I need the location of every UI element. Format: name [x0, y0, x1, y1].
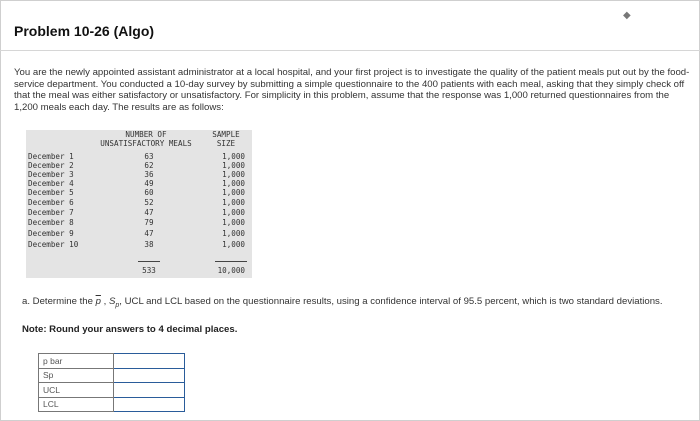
row-size: 1,000 [222, 170, 245, 179]
row-size: 1,000 [222, 198, 245, 207]
total-divider [215, 261, 247, 262]
survey-data-table [26, 130, 252, 278]
total-divider [138, 261, 160, 262]
problem-description-text: You are the newly appointed assistant administrator at a local hospital, and your first project is to investigate the quality of the patient meals put out by the food-service department. You conducted a 10-day survey by submitting a simple questionnaire to the 400 patients with each meal, asking that they simply check off that the meal was either satisfactory or unsatisfactory. For simplicity in this problem, assume that the response was 1,000 returned questionnaires from the 1,200 meals each day. The results are as follows: [14, 67, 690, 113]
answer-table [38, 353, 185, 412]
question-suffix: , UCL and LCL based on the questionnaire results, using a confidence interval of 95.5 percent, which is two standard deviations. [119, 296, 663, 307]
row-count: 79 [144, 218, 154, 227]
row-size: 1,000 [222, 152, 245, 161]
row-count: 49 [144, 179, 154, 188]
table-row [26, 170, 252, 179]
table-row [26, 218, 252, 227]
ucl-input[interactable] [114, 383, 184, 396]
total-size: 10,000 [217, 266, 245, 275]
answer-cell [114, 368, 185, 383]
header-line: SAMPLE [212, 130, 240, 139]
answer-cell [114, 354, 185, 369]
row-size: 1,000 [222, 161, 245, 170]
row-day: December 5 [28, 188, 74, 197]
row-size: 1,000 [222, 229, 245, 238]
table-row [26, 208, 252, 217]
row-size: 1,000 [222, 179, 245, 188]
answer-row [39, 383, 185, 398]
header-line: UNSATISFACTORY MEALS [100, 138, 192, 148]
row-day: December 1 [28, 152, 74, 161]
row-day: December 7 [28, 208, 74, 217]
table-row [26, 229, 252, 238]
problem-description [14, 67, 690, 113]
question-a [22, 296, 690, 312]
question-separator: , [100, 296, 109, 307]
header-unsatisfactory-meals [98, 131, 194, 148]
row-count: 36 [144, 170, 154, 179]
answer-cell [114, 397, 185, 412]
answer-label: Sp [39, 368, 114, 383]
row-day: December 6 [28, 198, 74, 207]
row-day: December 2 [28, 161, 74, 170]
row-count: 60 [144, 188, 154, 197]
header-line: NUMBER OF [125, 130, 167, 139]
sp-input[interactable] [114, 369, 184, 382]
row-size: 1,000 [222, 188, 245, 197]
table-row [26, 198, 252, 207]
row-count: 38 [144, 240, 154, 249]
row-count: 52 [144, 198, 154, 207]
table-row [26, 188, 252, 197]
flag-icon[interactable]: ◆ [623, 10, 631, 21]
sp-symbol: S [108, 296, 116, 307]
lcl-input[interactable] [114, 398, 184, 411]
answer-label: p bar [39, 354, 114, 369]
table-row [26, 240, 252, 249]
row-size: 1,000 [222, 240, 245, 249]
row-day: December 10 [28, 240, 79, 249]
row-count: 47 [144, 208, 154, 217]
row-count: 63 [144, 152, 154, 161]
row-day: December 8 [28, 218, 74, 227]
p-bar-symbol: $\overline{p}$ [95, 296, 101, 307]
table-row [26, 161, 252, 170]
table-row [26, 179, 252, 188]
row-day: December 4 [28, 179, 74, 188]
row-count: 62 [144, 161, 154, 170]
rounding-note: Note: Round your answers to 4 decimal places. [22, 324, 238, 335]
problem-title: Problem 10-26 (Algo) [14, 23, 155, 39]
sp-subscript: p [115, 301, 120, 309]
row-day: December 3 [28, 170, 74, 179]
answer-row [39, 397, 185, 412]
answer-cell [114, 383, 185, 398]
row-day: December 9 [28, 229, 74, 238]
total-count: 533 [142, 266, 156, 275]
row-size: 1,000 [222, 218, 245, 227]
answer-label: LCL [39, 397, 114, 412]
question-prefix: a. Determine the [22, 296, 96, 307]
row-count: 47 [144, 229, 154, 238]
header-sample-size [201, 131, 251, 148]
answer-label: UCL [39, 383, 114, 398]
p-bar-input[interactable] [114, 354, 184, 367]
row-size: 1,000 [222, 208, 245, 217]
title-divider [0, 50, 700, 51]
answer-row [39, 368, 185, 383]
table-row [26, 152, 252, 161]
header-line: SIZE [216, 138, 236, 148]
answer-row [39, 354, 185, 369]
